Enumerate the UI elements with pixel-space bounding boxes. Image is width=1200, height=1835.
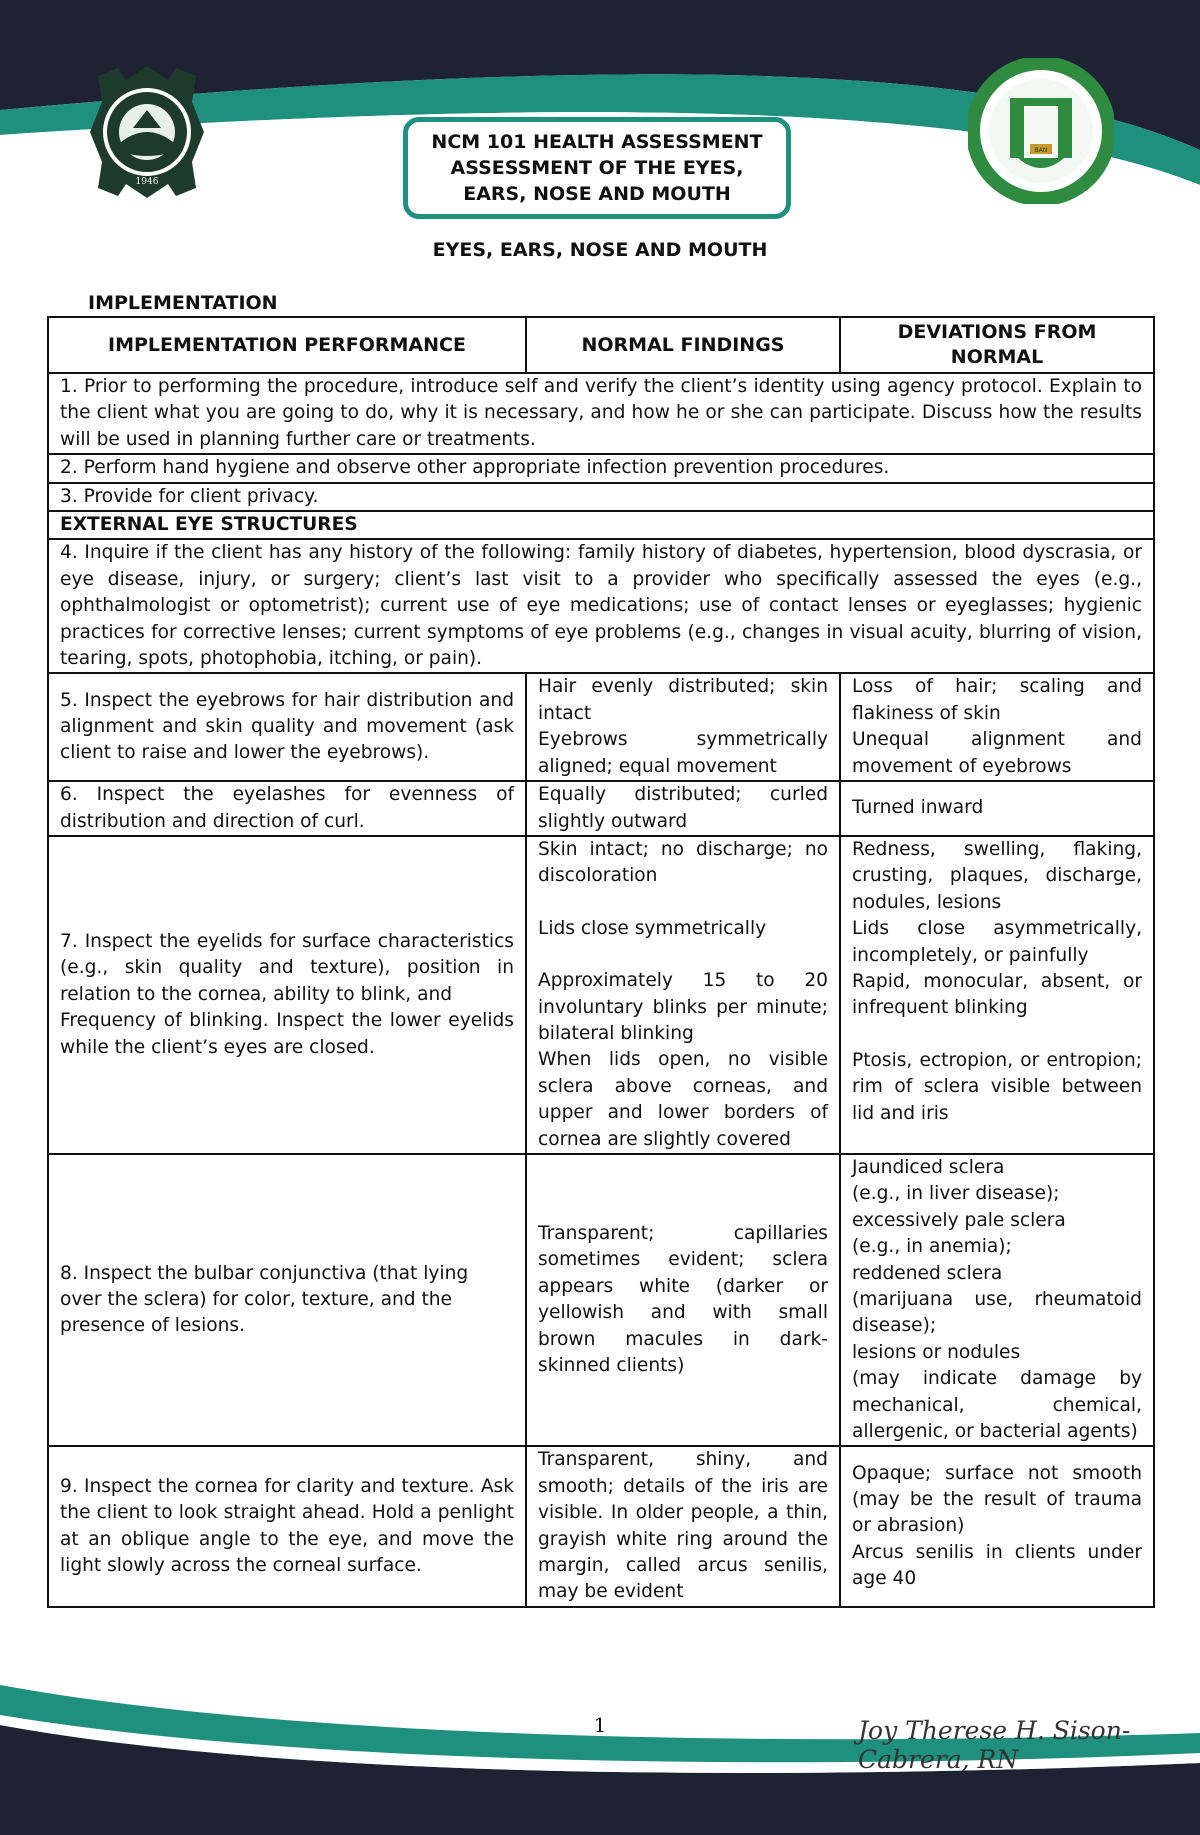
deviation-text: Lids close asymmetrically, incompletely, or painfully <box>852 918 1142 966</box>
table-row <box>48 539 1154 673</box>
title-line-2: ASSESSMENT OF THE EYES, <box>450 157 744 179</box>
document-title-box <box>403 117 791 219</box>
deviation-text: Unequal alignment and movement of eyebrows <box>852 729 1142 777</box>
deviation-text: Redness, swelling, flaking, crusting, plaques, discharge, nodules, lesions <box>852 838 1142 913</box>
step-5-deviation <box>840 673 1154 781</box>
title-line-3: EARS, NOSE AND MOUTH <box>463 183 731 205</box>
step-6-normal: Equally distributed; curled slightly outward <box>526 781 840 836</box>
svg-text:1946: 1946 <box>135 177 159 187</box>
step-1-text: 1. Prior to performing the procedure, introduce self and verify the client’s identity using agency protocol. Explain to the client what you are going to do, why it is necessary, and how he or she can participate. Discuss how the results will be used in planning further care or treatments. <box>48 373 1154 454</box>
table-row <box>48 511 1154 539</box>
deviation-text: lesions or nodules <box>852 1341 1021 1363</box>
deviation-text: Ptosis, ectropion, or entropion; rim of sclera visible between lid and iris <box>852 1049 1142 1124</box>
deviation-text: Loss of hair; scaling and flakiness of skin <box>852 676 1142 724</box>
step-3-text: 3. Provide for client privacy. <box>48 483 1154 511</box>
step-7-normal <box>526 836 840 1154</box>
table-row <box>48 1154 1154 1446</box>
normal-text: Hair evenly distributed; skin intact <box>538 676 828 724</box>
step-9-deviation <box>840 1446 1154 1606</box>
step-7-performance <box>48 836 526 1154</box>
page-number: 1 <box>593 1713 607 1737</box>
table-row <box>48 673 1154 781</box>
deviation-text: (may indicate damage by mechanical, chemical, allergenic, or bacterial agents) <box>852 1368 1142 1443</box>
deviation-text: Arcus senilis in clients under age 40 <box>852 1541 1142 1590</box>
header-performance: IMPLEMENTATION PERFORMANCE <box>48 317 526 373</box>
author-signature: Joy Therese H. Sison-Cabrera, RN <box>858 1716 1131 1774</box>
university-seal-logo <box>88 62 206 202</box>
normal-text: Skin intact; no discharge; no discoloration <box>538 838 828 887</box>
performance-text: 7. Inspect the eyelids for surface characteristics (e.g., skin quality and texture), position in relation to the cornea, ability to blink, and <box>60 930 514 1005</box>
step-8-normal: Transparent; capillaries sometimes evident; sclera appears white (darker or yellowish and with small brown macules in dark-skinned clients) <box>526 1154 840 1446</box>
deviation-text: (e.g., in liver disease); <box>852 1183 1060 1205</box>
assessment-table <box>47 316 1155 1608</box>
title-line-1: NCM 101 HEALTH ASSESSMENT <box>431 131 763 153</box>
table-row <box>48 836 1154 1154</box>
normal-text: When lids open, no visible sclera above corneas, and upper and lower borders of cornea are slightly covered <box>538 1049 828 1150</box>
table-row <box>48 781 1154 836</box>
header-deviations: DEVIATIONS FROM NORMAL <box>840 317 1154 373</box>
normal-text: Approximately 15 to 20 involuntary blinks per minute; bilateral blinking <box>538 970 828 1044</box>
deviation-text: Opaque; surface not smooth (may be the result of trauma or abrasion) <box>852 1462 1142 1537</box>
step-6-deviation: Turned inward <box>840 781 1154 836</box>
deviation-text: (e.g., in anemia); <box>852 1236 1012 1258</box>
deviation-text: Jaundiced sclera <box>852 1156 1005 1178</box>
step-9-normal: Transparent, shiny, and smooth; details of the iris are visible. In older people, a thin, grayish white ring around the margin, called arcus senilis, may be evident <box>526 1446 840 1606</box>
table-row <box>48 373 1154 454</box>
table-row <box>48 454 1154 482</box>
section-heading-external-eye: EXTERNAL EYE STRUCTURES <box>48 511 1154 539</box>
step-8-performance: 8. Inspect the bulbar conjunctiva (that lying over the sclera) for color, texture, and the presence of lesions. <box>48 1154 526 1446</box>
deviation-text: (marijuana use, rheumatoid disease); <box>852 1289 1142 1337</box>
table-header-row <box>48 317 1154 373</box>
deviation-text: Rapid, monocular, absent, or infrequent blinking <box>852 970 1142 1019</box>
svg-text:BAN: BAN <box>1034 147 1048 154</box>
document-subtitle: EYES, EARS, NOSE AND MOUTH <box>432 239 768 261</box>
step-6-performance: 6. Inspect the eyelashes for evenness of distribution and direction of curl. <box>48 781 526 836</box>
step-2-text: 2. Perform hand hygiene and observe other appropriate infection prevention procedures. <box>48 454 1154 482</box>
table-row <box>48 483 1154 511</box>
step-7-deviation <box>840 836 1154 1154</box>
normal-text: Lids close symmetrically <box>538 917 767 939</box>
performance-text: Frequency of blinking. Inspect the lower eyelids while the client’s eyes are closed. <box>60 1010 514 1058</box>
step-5-performance: 5. Inspect the eyebrows for hair distribution and alignment and skin quality and movement (ask client to raise and lower the eyebrows). <box>48 673 526 781</box>
step-5-normal <box>526 673 840 781</box>
section-label: IMPLEMENTATION <box>88 292 278 314</box>
step-8-deviation <box>840 1154 1154 1446</box>
table-row <box>48 1446 1154 1606</box>
deviation-text: reddened sclera <box>852 1262 1003 1284</box>
college-of-nursing-logo <box>968 58 1114 204</box>
step-4-text: 4. Inquire if the client has any history of the following: family history of diabetes, hypertension, blood dyscrasia, or eye disease, injury, or surgery; client’s last visit to a provider who specifically assessed the eyes (e.g., ophthalmologist or optometrist); current use of eye medications; use of contact lenses or eyeglasses; hygienic practices for corrective lenses; current symptoms of eye problems (e.g., changes in visual acuity, blurring of vision, tearing, spots, photophobia, itching, or pain). <box>48 539 1154 673</box>
header-normal-findings: NORMAL FINDINGS <box>526 317 840 373</box>
normal-text: Eyebrows symmetrically aligned; equal movement <box>538 729 828 777</box>
deviation-text: excessively pale sclera <box>852 1209 1066 1231</box>
step-9-performance: 9. Inspect the cornea for clarity and texture. Ask the client to look straight ahead. Hold a penlight at an oblique angle to the eye, and move the light slowly across the corneal surface. <box>48 1446 526 1606</box>
